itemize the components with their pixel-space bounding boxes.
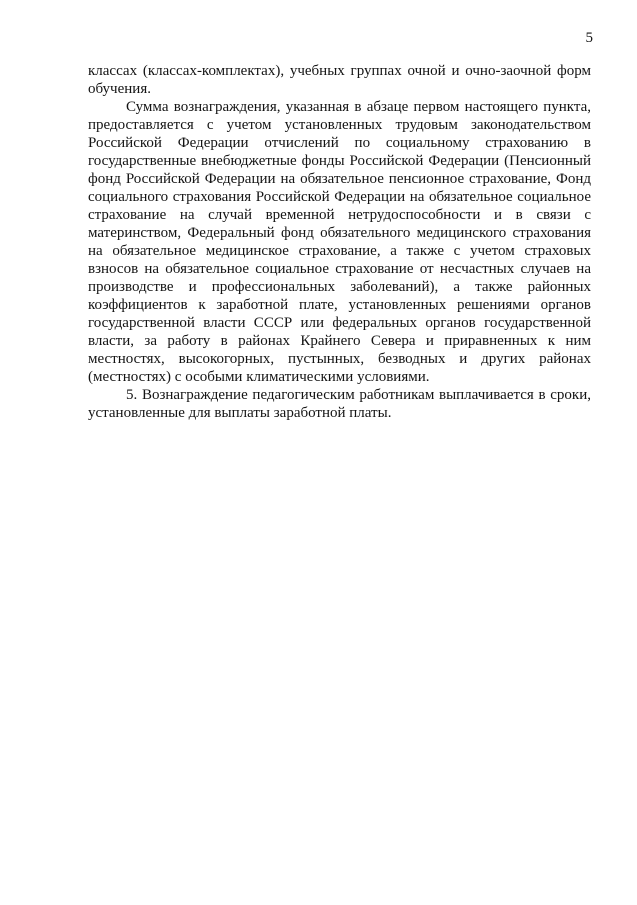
paragraph-item-5: 5. Вознаграждение педагогическим работникам выплачивается в сроки, установленные для выплаты заработной платы. <box>88 387 591 421</box>
paragraph-continuation: классах (классах-комплектах), учебных группах очной и очно-заочной форм обучения. <box>88 63 591 97</box>
page-number: 5 <box>585 30 593 46</box>
paragraph-remuneration-sum: Сумма вознаграждения, указанная в абзаце первом настоящего пункта, предоставляется с учетом установленных трудовым законодательством Российской Федерации отчислений по социальному страхованию в государственные внебюджетные фонды Российской Федерации (Пенсионный фонд Российской Федерации на обязательное пенсионное страхование, Фонд социального страхования Российской Федерации на обязательное социальное страхование на случай временной нетрудоспособности и в связи с материнством, Федеральный фонд обязательного медицинского страхования на обязательное медицинское страхование, а также с учетом страховых взносов на обязательное социальное страхование от несчастных случаев на производстве и профессиональных заболеваний), а также районных коэффициентов к заработной плате, установленных решениями органов государственной власти СССР или федеральных органов государственной власти, за работу в районах Крайнего Севера и приравненных к ним местностях, высокогорных, пустынных, безводных и других районах (местностях) с особыми климатическими условиями. <box>88 99 591 385</box>
document-body <box>88 62 591 422</box>
